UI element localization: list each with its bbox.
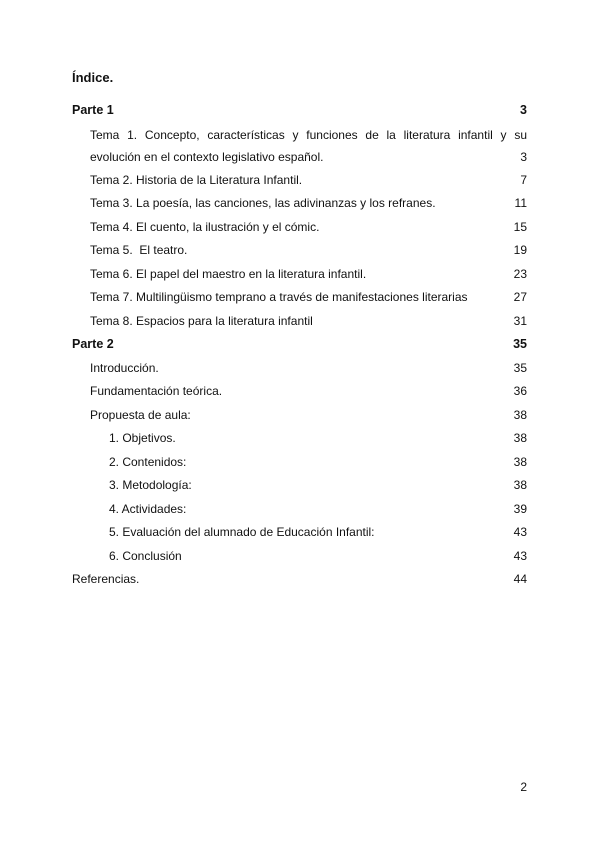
toc-tema-7[interactable] <box>72 287 527 311</box>
toc-label: Parte 2 <box>72 337 114 351</box>
toc-label: Introducción. <box>90 360 159 375</box>
toc-label: 5. Evaluación del alumnado de Educación Infantil: <box>109 525 375 539</box>
toc-part-2[interactable] <box>72 334 527 358</box>
toc-metodologia[interactable] <box>72 475 527 499</box>
toc-page-number: 43 <box>513 525 527 539</box>
toc-page-number: 38 <box>513 431 527 445</box>
toc-propuesta[interactable] <box>72 405 527 429</box>
toc-label-continuation: evolución en el contexto legislativo español. <box>90 149 324 164</box>
toc-tema-4[interactable] <box>72 217 527 241</box>
toc-objetivos[interactable] <box>72 428 527 452</box>
toc-page-number: 19 <box>513 243 527 257</box>
toc-page-number: 38 <box>513 478 527 492</box>
toc-page-number: 35 <box>513 360 527 375</box>
toc-label: 2. Contenidos: <box>109 454 187 469</box>
toc-page-number: 27 <box>513 290 527 304</box>
toc-label: Tema 8. Espacios para la literatura infantil <box>90 313 313 328</box>
toc-page-number: 15 <box>513 219 527 234</box>
toc-part-1[interactable] <box>72 100 527 124</box>
toc-evaluacion[interactable] <box>72 522 527 546</box>
table-of-contents <box>72 100 527 593</box>
toc-label: Tema 1. Concepto, características y funciones de la literatura infantil y su <box>90 127 527 142</box>
toc-label: Tema 3. La poesía, las canciones, las adivinanzas y los refranes. <box>90 196 436 210</box>
page-number: 2 <box>520 780 527 794</box>
toc-label: 1. Objetivos. <box>109 431 176 445</box>
toc-page-number: 7 <box>520 172 527 187</box>
toc-label: Propuesta de aula: <box>90 407 191 422</box>
toc-tema-1[interactable] <box>72 124 527 170</box>
toc-label: 6. Conclusión <box>109 548 182 563</box>
toc-page-number: 3 <box>520 149 527 164</box>
toc-label: 3. Metodología: <box>109 478 192 492</box>
toc-page-number: 43 <box>513 548 527 563</box>
toc-label: Tema 7. Multilingüismo temprano a través de manifestaciones literarias <box>90 290 468 304</box>
toc-label: Tema 6. El papel del maestro en la literatura infantil. <box>90 266 367 281</box>
toc-tema-8[interactable] <box>72 311 527 335</box>
toc-page-number: 11 <box>514 196 527 210</box>
toc-fundamentacion[interactable] <box>72 381 527 405</box>
toc-introduccion[interactable] <box>72 358 527 382</box>
toc-page-number: 35 <box>513 337 527 351</box>
toc-contenidos[interactable] <box>72 452 527 476</box>
toc-conclusion[interactable] <box>72 546 527 570</box>
toc-page-number: 23 <box>513 266 527 281</box>
toc-page-number: 39 <box>513 501 527 516</box>
toc-tema-6[interactable] <box>72 264 527 288</box>
toc-label: Tema 4. El cuento, la ilustración y el cómic. <box>90 219 320 234</box>
toc-actividades[interactable] <box>72 499 527 523</box>
toc-page-number: 36 <box>513 384 527 398</box>
toc-label: Parte 1 <box>72 103 114 117</box>
toc-referencias[interactable] <box>72 569 527 593</box>
toc-label: Fundamentación teórica. <box>90 384 223 398</box>
toc-label: Referencias. <box>72 572 140 586</box>
toc-tema-3[interactable] <box>72 193 527 217</box>
toc-page-number: 31 <box>513 313 527 328</box>
toc-label: Tema 2. Historia de la Literatura Infantil. <box>90 172 303 187</box>
toc-page-number: 38 <box>513 454 527 469</box>
toc-label: Tema 5. El teatro. <box>90 243 188 257</box>
toc-tema-2[interactable] <box>72 170 527 194</box>
page-title: Índice. <box>72 70 114 85</box>
toc-page-number: 44 <box>513 572 527 586</box>
toc-page-number: 3 <box>520 103 527 117</box>
toc-label: 4. Actividades: <box>109 501 187 516</box>
toc-tema-5[interactable] <box>72 240 527 264</box>
toc-page-number: 38 <box>513 407 527 422</box>
